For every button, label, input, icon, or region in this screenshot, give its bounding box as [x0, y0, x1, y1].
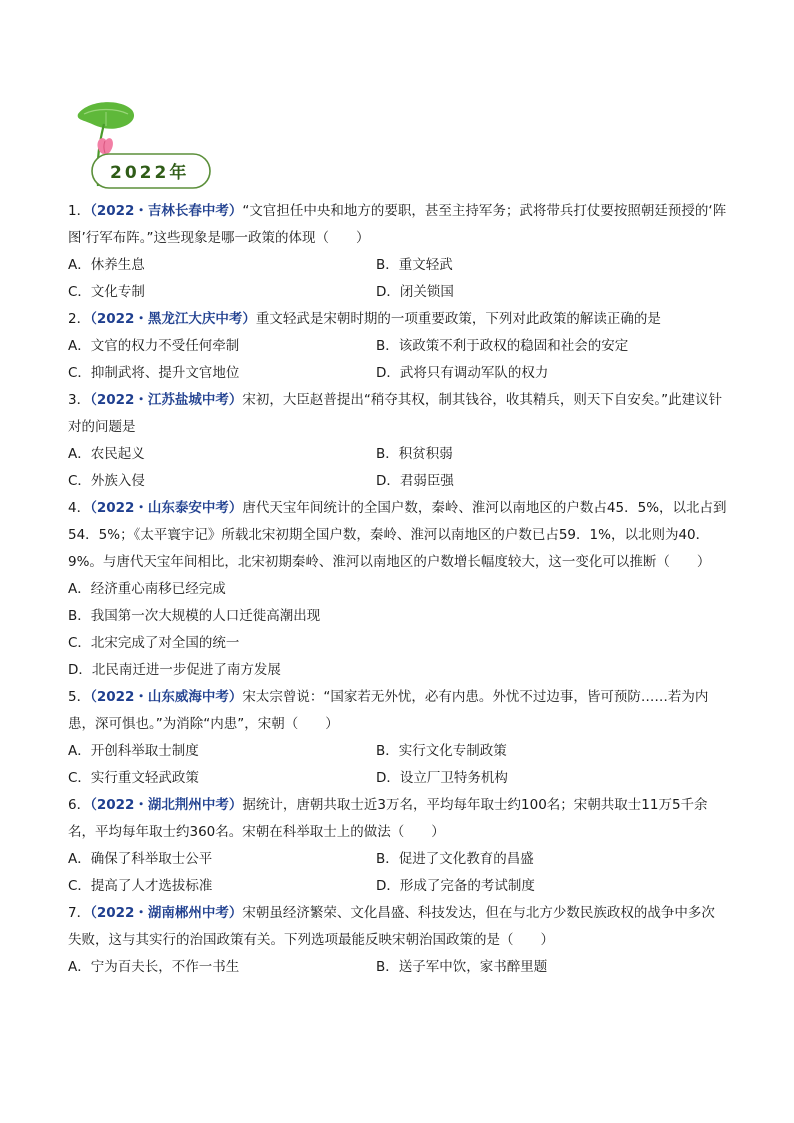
question-number: 5． — [68, 689, 91, 705]
question-source: （2022・吉林长春中考） — [90, 203, 243, 219]
option-group — [68, 954, 728, 981]
question-text: 宋朝虽经济繁荣、文化昌盛、科技发达，但在与北方少数民族政权的战争中多次失败，这与其实行的治国政策有关。下列选项最能反映宋朝治国政策的是（ ） — [68, 905, 715, 948]
question-number: 2． — [68, 311, 91, 327]
option-c: C．抑制武将、提升文官地位 — [68, 365, 240, 381]
question-source: （2022・山东威海中考） — [90, 689, 243, 705]
question-item — [68, 306, 728, 387]
option-a: A．文官的权力不受任何牵制 — [68, 338, 240, 354]
option-d: D．武将只有调动军队的权力 — [376, 365, 549, 381]
option-b: B．我国第一次大规模的人口迁徙高潮出现 — [68, 608, 321, 624]
option-group — [68, 333, 728, 387]
question-source: （2022・山东泰安中考） — [90, 500, 243, 516]
question-number: 7． — [68, 905, 91, 921]
option-b: B．实行文化专制政策 — [376, 743, 507, 759]
question-list — [68, 198, 728, 981]
question-item — [68, 387, 728, 495]
question-item — [68, 198, 728, 306]
option-d: D．君弱臣强 — [376, 473, 454, 489]
question-item — [68, 684, 728, 792]
option-b: B．促进了文化教育的昌盛 — [376, 851, 534, 867]
question-stem — [68, 495, 728, 576]
question-number: 6． — [68, 797, 91, 813]
question-text: 唐代天宝年间统计的全国户数，秦岭、淮河以南地区的户数占45．5%，以北占到54．5%；《太平寰宇记》所载北宋初期全国户数，秦岭、淮河以南地区的户数已占59．1%，以北则为40．9%。与唐代天宝年间相比，北宋初期秦岭、淮河以南地区的户数增长幅度较大，这一变化可以推断（ ） — [68, 500, 727, 570]
question-stem — [68, 306, 728, 333]
question-source: （2022・湖南郴州中考） — [90, 905, 243, 921]
option-b: B．积贫积弱 — [376, 446, 453, 462]
option-group — [68, 252, 728, 306]
option-a: A．开创科举取士制度 — [68, 743, 199, 759]
question-stem — [68, 900, 728, 954]
question-text: 宋初，大臣赵普提出“稍夺其权，制其钱谷，收其精兵，则天下自安矣。”此建议针对的问题是 — [68, 392, 723, 435]
option-a: A．宁为百夫长，不作一书生 — [68, 959, 240, 975]
option-group — [68, 441, 728, 495]
option-c: C．实行重文轻武政策 — [68, 770, 199, 786]
question-text: “文官担任中央和地方的要职，甚至主持军务；武将带兵打仗要按照朝廷预授的‘阵图’行军布阵。”这些现象是哪一政策的体现（ ） — [68, 203, 727, 246]
option-c: C．外族入侵 — [68, 473, 145, 489]
option-d: D．北民南迁进一步促进了南方发展 — [68, 662, 281, 678]
option-group — [68, 576, 728, 684]
option-b: B．该政策不利于政权的稳固和社会的安定 — [376, 338, 629, 354]
question-number: 1． — [68, 203, 91, 219]
option-c: C．北宋完成了对全国的统一 — [68, 635, 240, 651]
question-item — [68, 900, 728, 981]
option-a: A．农民起义 — [68, 446, 145, 462]
question-stem — [68, 387, 728, 441]
option-b: B．送子军中饮，家书醉里题 — [376, 959, 548, 975]
question-stem — [68, 792, 728, 846]
question-text: 据统计，唐朝共取士近3万名，平均每年取士约100名；宋朝共取士11万5千余名，平均每年取士约360名。宋朝在科举取士上的做法（ ） — [68, 797, 708, 840]
question-stem — [68, 198, 728, 252]
option-a: A．休养生息 — [68, 257, 145, 273]
question-source: （2022・湖北荆州中考） — [90, 797, 243, 813]
question-source: （2022・江苏盐城中考） — [90, 392, 243, 408]
question-stem — [68, 684, 728, 738]
question-text: 重文轻武是宋朝时期的一项重要政策，下列对此政策的解读正确的是 — [255, 311, 661, 327]
option-a: A．确保了科举取士公平 — [68, 851, 213, 867]
question-item — [68, 792, 728, 900]
option-a: A．经济重心南移已经完成 — [68, 581, 226, 597]
year-section-badge — [70, 100, 215, 192]
option-d: D．设立厂卫特务机构 — [376, 770, 508, 786]
option-group — [68, 846, 728, 900]
option-b: B．重文轻武 — [376, 257, 453, 273]
question-number: 3． — [68, 392, 91, 408]
question-item — [68, 495, 728, 684]
option-group — [68, 738, 728, 792]
option-c: C．文化专制 — [68, 284, 145, 300]
option-c: C．提高了人才选拔标准 — [68, 878, 213, 894]
option-d: D．形成了完备的考试制度 — [376, 878, 535, 894]
option-d: D．闭关锁国 — [376, 284, 454, 300]
question-number: 4． — [68, 500, 91, 516]
question-source: （2022・黑龙江大庆中考） — [90, 311, 256, 327]
question-text: 宋太宗曾说：“国家若无外忧，必有内患。外忧不过边事，皆可预防……若为内患，深可惧也。”为消除“内患”，宋朝（ ） — [68, 689, 709, 732]
year-label: 2022年 — [110, 163, 190, 183]
